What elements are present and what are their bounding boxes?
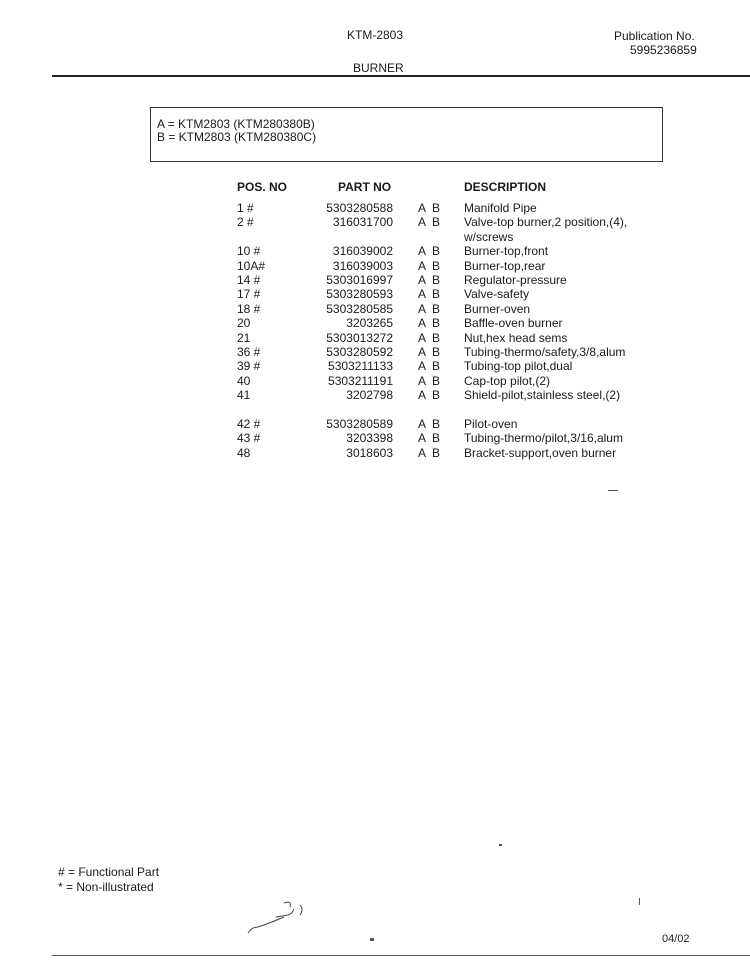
table-row [0,359,750,373]
pos-cell: 43 # [237,431,261,446]
pos-cell: 40 [237,373,251,388]
scan-speck [499,844,502,846]
table-row [0,244,750,258]
table-row [0,374,750,388]
model-b-cell: B [432,330,441,345]
pos-cell: 10A# [237,258,266,273]
part-number-cell: 316039002 [332,244,393,259]
pos-cell: 10 # [237,244,261,259]
part-number-cell: 5303280589 [326,416,393,431]
pos-cell: 42 # [237,416,261,431]
legend-non-illustrated: * = Non-illustrated [58,880,154,894]
description-cell: Baffle-oven burner [464,316,563,331]
table-row [0,316,750,330]
column-header-part: PART NO [338,180,392,194]
part-number-cell: 5303280585 [326,301,393,316]
model-b-cell: B [432,301,441,316]
model-a-cell: A [418,359,427,374]
model-a-cell: A [418,244,427,259]
model-a-cell: A [418,301,427,316]
pos-cell: 41 [237,388,251,403]
pos-cell: 2 # [237,215,254,230]
table-row [0,302,750,316]
model-a-cell: A [418,272,427,287]
pos-cell: 18 # [237,301,261,316]
publication-label: Publication No. [614,29,695,43]
model-a-cell: A [418,258,427,273]
pos-cell: 36 # [237,344,261,359]
model-a-cell: A [418,215,427,230]
part-number-cell: 5303280593 [326,287,393,302]
pos-cell: 17 # [237,287,261,302]
description-cell: Tubing-thermo/safety,3/8,alum [464,344,626,359]
pos-cell: 21 [237,330,251,345]
table-row [0,446,750,460]
description-cell: Regulator-pressure [464,272,567,287]
model-b-cell: B [432,445,441,460]
part-number-cell: 3202798 [346,388,393,403]
model-a-cell: A [418,388,427,403]
pos-cell: 48 [237,445,251,460]
model-a-cell: A [418,416,427,431]
column-header-pos: POS. NO [237,180,288,194]
handwritten-mark [236,893,326,941]
publication-number: 5995236859 [630,43,697,57]
page-date: 04/02 [662,933,690,945]
legend-functional: # = Functional Part [58,865,160,879]
description-cell: Tubing-top pilot,dual [464,359,573,374]
part-number-cell: 316039003 [332,258,393,273]
applicability-a: A = KTM2803 (KTM280380B) [157,117,315,131]
table-row [0,201,750,215]
model-a-cell: A [418,287,427,302]
table-row [0,431,750,445]
part-number-cell: 5303211191 [328,373,393,388]
section-title: BURNER [353,61,404,75]
model-a-cell: A [418,201,427,215]
table-row [0,273,750,287]
model-b-cell: B [432,359,441,374]
description-cell: Manifold Pipe [464,201,537,215]
description-cell: Cap-top pilot,(2) [464,373,551,388]
model-b-cell: B [432,287,441,302]
part-number-cell: 3203398 [346,431,393,446]
description-cell: Burner-top,front [464,244,549,259]
part-number-cell: 5303013272 [326,330,393,345]
part-number-cell: 3203265 [346,316,393,331]
table-row [0,215,750,244]
pos-cell: 14 # [237,272,261,287]
model-b-cell: B [432,344,441,359]
description-cell: Burner-top,rear [464,258,546,273]
scan-speck [608,490,618,491]
table-row [0,287,750,301]
model-b-cell: B [432,373,441,388]
column-header-description: DESCRIPTION [464,180,547,194]
table-row [0,345,750,359]
model-a-cell: A [418,316,427,331]
model-a-cell: A [418,373,427,388]
description-cell: Burner-oven [464,301,531,316]
model-a-cell: A [418,445,427,460]
part-number-cell: 5303280588 [326,201,393,215]
table-row [0,388,750,417]
table-row [0,417,750,431]
scan-speck [370,938,374,941]
description-cell: Valve-top burner,2 position,(4), w/screws [464,215,628,244]
model-b-cell: B [432,416,441,431]
description-cell: Nut,hex head sems [464,330,568,345]
model-b-cell: B [432,244,441,259]
model-b-cell: B [432,316,441,331]
description-cell: Pilot-oven [464,416,518,431]
model-b-cell: B [432,431,441,446]
description-cell: Tubing-thermo/pilot,3/16,alum [464,431,623,446]
part-number-cell: 5303280592 [326,344,393,359]
parts-table [0,201,750,460]
pos-cell: 39 # [237,359,261,374]
footer-rule [52,955,750,956]
scan-speck [639,898,640,905]
part-number-cell: 5303016997 [326,272,393,287]
description-cell: Valve-safety [464,287,530,302]
description-cell: Shield-pilot,stainless steel,(2) [464,388,621,403]
table-row [0,331,750,345]
model-b-cell: B [432,272,441,287]
part-number-cell: 316031700 [332,215,393,230]
description-cell: Bracket-support,oven burner [464,445,617,460]
model-b-cell: B [432,258,441,273]
applicability-box [150,107,663,162]
pos-cell: 20 [237,316,251,331]
header-rule [52,75,750,77]
model-b-cell: B [432,215,441,230]
model-a-cell: A [418,431,427,446]
applicability-b: B = KTM2803 (KTM280380C) [157,130,317,144]
model-number: KTM-2803 [347,28,404,42]
table-row [0,259,750,273]
model-b-cell: B [432,201,441,215]
pos-cell: 1 # [237,201,254,215]
model-b-cell: B [432,388,441,403]
model-a-cell: A [418,330,427,345]
model-a-cell: A [418,344,427,359]
part-number-cell: 3018603 [346,445,393,460]
part-number-cell: 5303211133 [328,359,393,374]
